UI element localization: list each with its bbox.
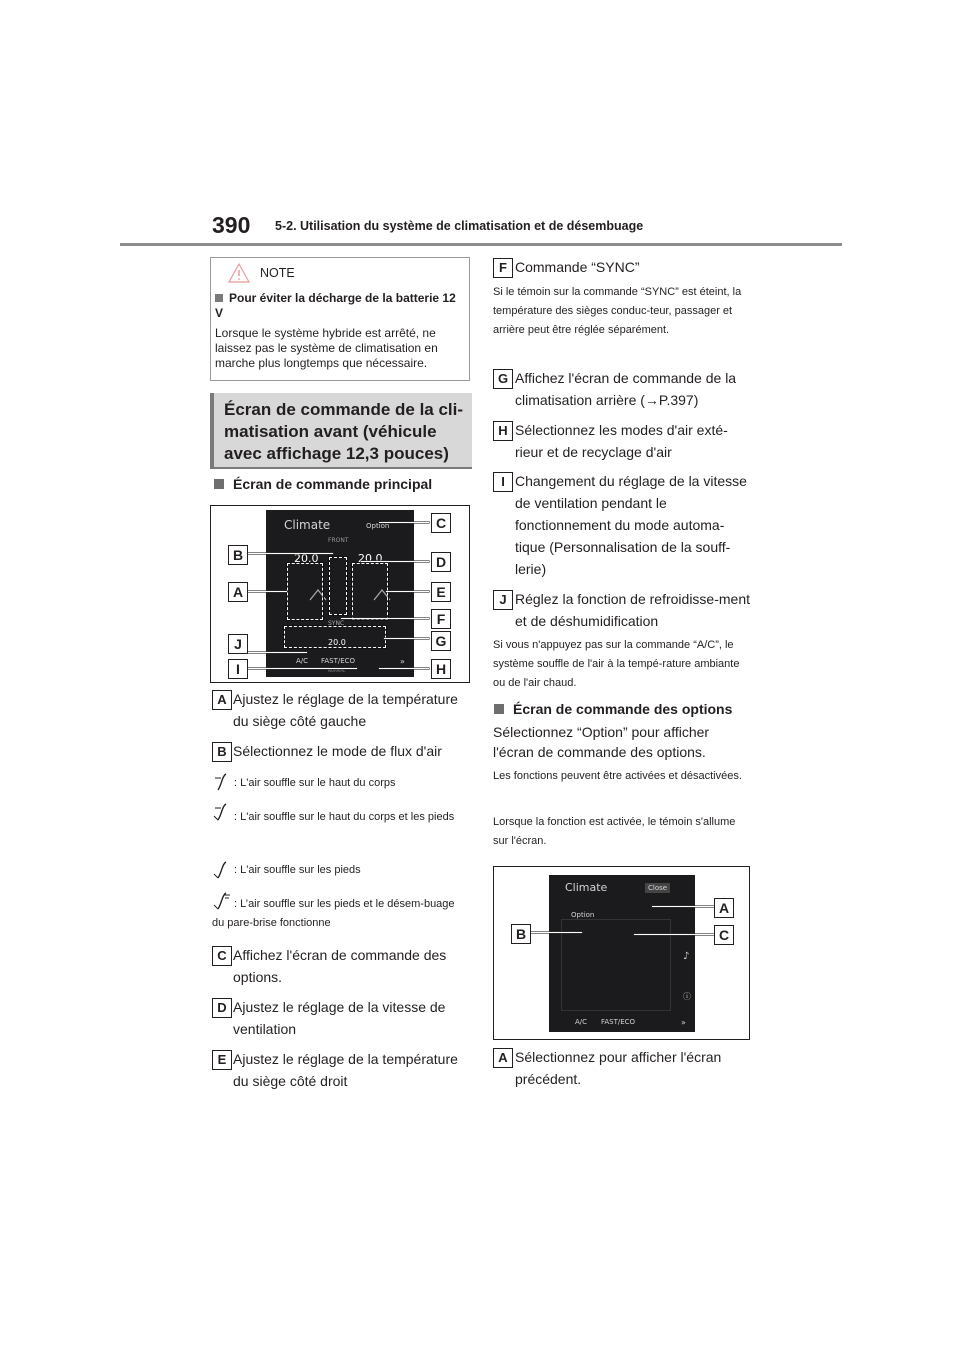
fast-eco-button[interactable]: FAST/ECO	[321, 657, 356, 665]
options-intro: Sélectionnez “Option” pour afficher l'écran de commande des options.	[493, 724, 710, 760]
leader-line	[361, 561, 429, 562]
music-note-icon: ♪	[683, 951, 690, 962]
fast-eco-button[interactable]: FAST/ECO	[601, 1018, 636, 1026]
main-screen-figure	[210, 505, 470, 683]
leader-line	[652, 906, 714, 907]
note-heading	[215, 291, 465, 321]
options-note-1: Les fonctions peuvent être activées et désactivées.	[493, 770, 742, 782]
item-text-h: Sélectionnez les modes d'air exté-rieur et de recyclage d'air	[515, 422, 728, 460]
item-letter-j: J	[493, 590, 513, 610]
item-letter-g: G	[493, 369, 513, 389]
sync-note: Si le témoin sur la commande “SYNC” est éteint, la température des sièges conduc-teur, passager et arrière peut être réglée séparément.	[493, 286, 742, 336]
callout-e: E	[431, 582, 451, 602]
leader-line	[386, 591, 429, 592]
subheading-options	[494, 701, 732, 717]
screen-title: Climate	[565, 881, 608, 894]
callout-f: F	[431, 609, 451, 629]
option-button[interactable]: Option	[366, 522, 390, 530]
callout-a: A	[714, 898, 734, 918]
item-letter-options-a: A	[493, 1048, 513, 1068]
item-letter-a: A	[212, 690, 232, 710]
subheading-options-text: Écran de commande des options	[513, 701, 733, 717]
callout-b: B	[511, 924, 531, 944]
leader-line	[247, 591, 287, 592]
item-text-c: Affichez l'écran de commande des options.	[233, 947, 447, 985]
item-text-g: Affichez l'écran de commande de la climatisation arrière (→P.397)	[515, 370, 737, 408]
option-title: Option	[571, 911, 595, 919]
airflow-upper-body-icon	[212, 772, 234, 792]
options-screen-figure	[493, 866, 750, 1040]
item-text-e: Ajustez le réglage de la température du siège côté droit	[233, 1051, 458, 1089]
note-body: Lorsque le système hybride est arrêté, ne laissez pas le système de climatisation en marche plus longtemps que nécessaire.	[215, 326, 438, 370]
info-icon: ⓘ	[683, 992, 691, 1001]
ac-button[interactable]: A/C	[575, 1018, 588, 1026]
callout-j: J	[228, 634, 248, 654]
right-seat-highlight	[352, 563, 388, 620]
callout-b: B	[228, 545, 248, 565]
callout-g: G	[431, 631, 451, 651]
airflow-feet-icon	[212, 860, 234, 880]
item-letter-e: E	[212, 1050, 232, 1070]
callout-h: H	[431, 659, 451, 679]
callout-c: C	[431, 513, 451, 533]
page-number: 390	[212, 212, 251, 238]
item-letter-f: F	[493, 258, 513, 278]
bullet-square-icon	[494, 704, 504, 714]
item-text-a: Ajustez le réglage de la température du siège côté gauche	[233, 691, 458, 729]
options-display	[549, 875, 695, 1032]
airflow-feet-text: : L'air souffle sur les pieds	[234, 864, 361, 876]
leader-line	[247, 553, 333, 554]
item-text-j: Réglez la fonction de refroidisse-ment et de déshumidification	[515, 591, 751, 629]
front-label: FRONT	[328, 537, 349, 544]
leader-line	[384, 638, 429, 639]
item-letter-b: B	[212, 742, 232, 762]
airflow-feet-defrost-text: : L’air souffle sur les pieds et le désem-buage du pare-brise fonctionne	[212, 898, 455, 929]
subheading-text: Écran de commande principal	[233, 476, 433, 492]
sync-button[interactable]: SYNC	[328, 620, 345, 627]
leader-line	[247, 652, 307, 653]
normal-label: NORMAL	[328, 668, 346, 673]
item-letter-i: I	[493, 472, 513, 492]
chapter-title: 5-2. Utilisation du système de climatisation et de désembuage	[275, 219, 644, 233]
bullet-square-icon	[215, 294, 223, 302]
note-heading-text: Pour éviter la décharge de la batterie 12 V	[215, 291, 456, 320]
section-title: Écran de commande de la cli-matisation avant (véhicule avec affichage 12,3 pouces)	[224, 400, 464, 463]
left-seat-highlight	[287, 563, 323, 620]
warning-icon	[227, 262, 251, 284]
chevron-right-icon[interactable]: »	[681, 1018, 686, 1027]
leader-line	[247, 668, 357, 669]
airflow-upper-feet-text: : L'air souffle sur le haut du corps et les pieds	[234, 811, 455, 823]
item-text-i: Changement du réglage de la vitesse de ventilation pendant le fonctionnement du mode automa-tique (Personnalisation de la souff-lerie)	[515, 473, 747, 577]
screen-title: Climate	[284, 518, 331, 532]
options-note-2: Lorsque la fonction est activée, le témoin s'allume sur l'écran.	[493, 816, 736, 847]
leader-line	[379, 668, 429, 669]
airflow-upper-text: : L'air souffle sur le haut du corps	[234, 777, 396, 789]
item-letter-h: H	[493, 421, 513, 441]
callout-i: I	[228, 659, 248, 679]
item-letter-c: C	[212, 946, 232, 966]
header-divider	[120, 243, 842, 246]
right-temp[interactable]: 20.0	[358, 552, 383, 565]
item-text-f: Commande “SYNC”	[515, 259, 640, 275]
subheading-main-screen	[214, 476, 432, 492]
ac-note: Si vous n'appuyez pas sur la commande “A/C”, le système souffle de l'air à la tempé-rature ambiante ou de l'air chaud.	[493, 639, 740, 689]
bullet-square-icon	[214, 479, 224, 489]
item-letter-d: D	[212, 998, 232, 1018]
leader-line	[634, 934, 714, 935]
leader-line	[379, 522, 429, 523]
rear-temp[interactable]: 20.0	[328, 638, 346, 647]
leader-line	[341, 618, 429, 619]
note-label: NOTE	[260, 266, 295, 280]
fan-speed-highlight	[329, 557, 347, 615]
ac-button[interactable]: A/C	[296, 657, 309, 665]
item-text-d: Ajustez le réglage de la vitesse de ventilation	[233, 999, 446, 1037]
leader-line	[530, 932, 582, 933]
left-temp[interactable]: 20.0	[294, 552, 319, 565]
callout-c: C	[714, 925, 734, 945]
chevron-right-icon[interactable]: »	[400, 657, 405, 666]
close-button[interactable]: Close	[645, 883, 670, 893]
item-text-options-a: Sélectionnez pour afficher l'écran précédent.	[515, 1049, 722, 1087]
rear-highlight	[284, 626, 386, 648]
callout-a: A	[228, 582, 248, 602]
callout-d: D	[431, 552, 451, 572]
item-text-b: Sélectionnez le mode de flux d'air	[233, 743, 442, 759]
